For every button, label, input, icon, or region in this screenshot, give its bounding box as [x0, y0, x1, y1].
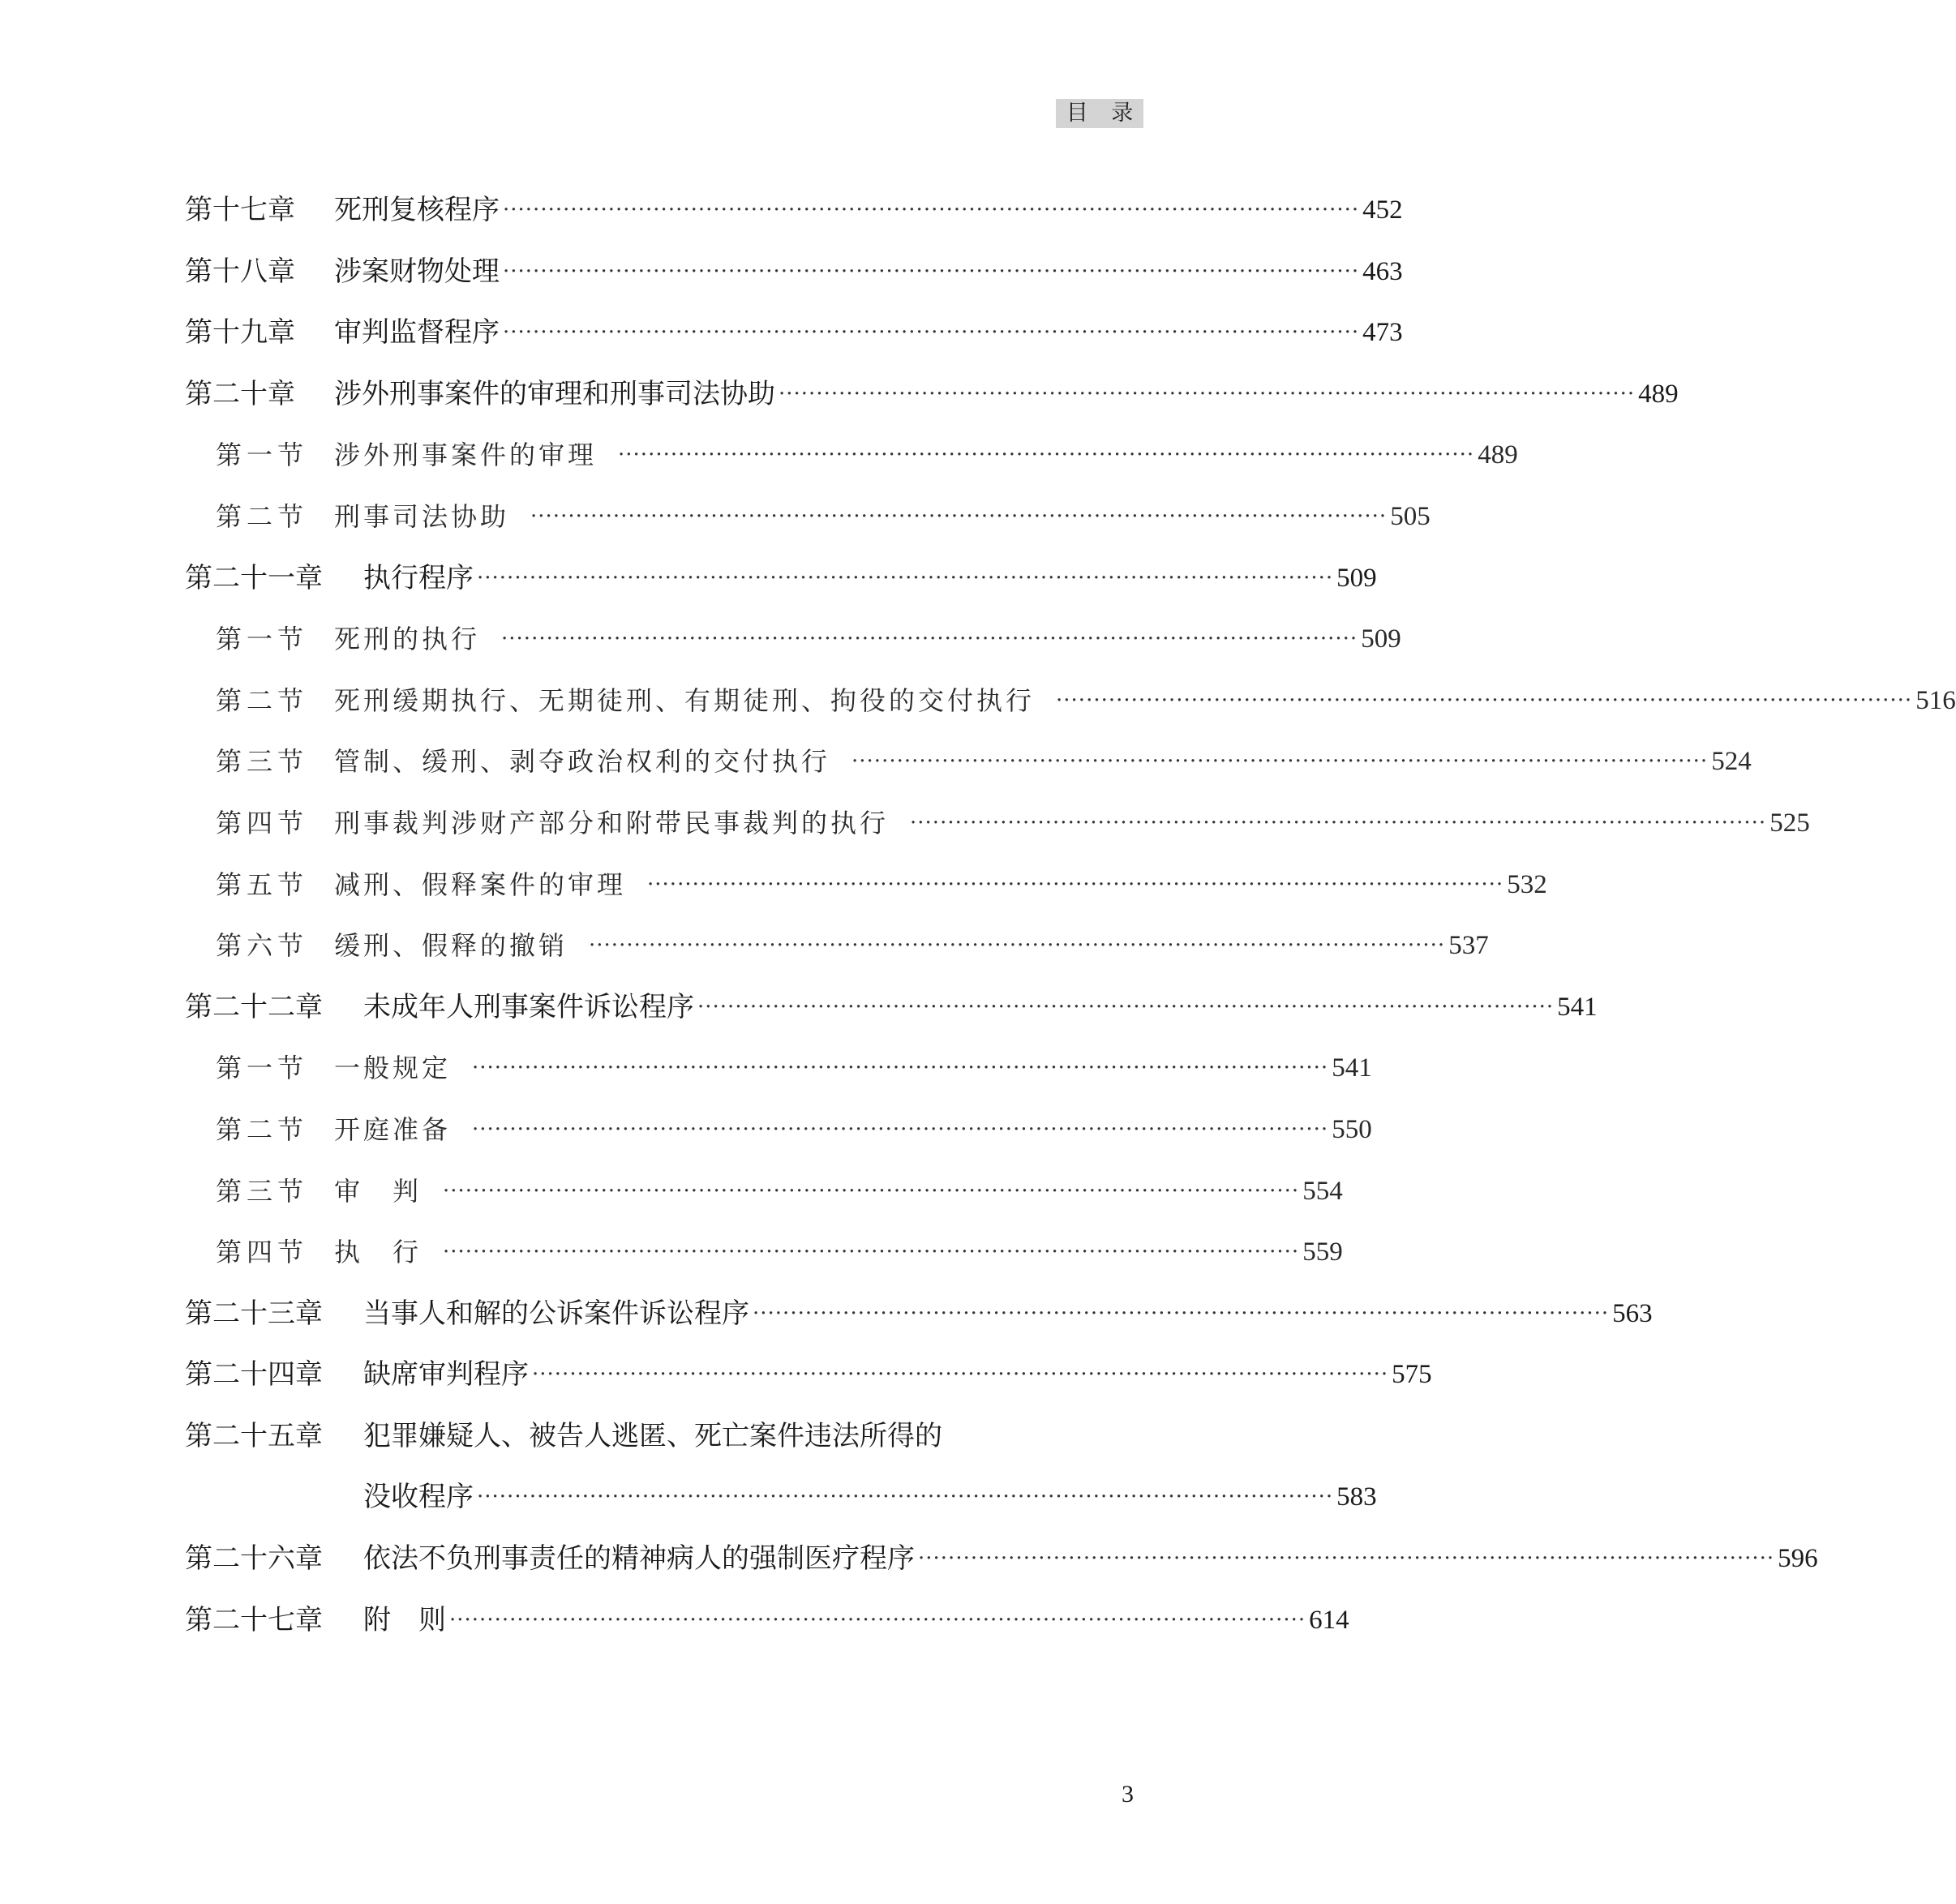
- toc-entry-chapter-19[interactable]: [185, 302, 1403, 364]
- page-ref: 505: [1390, 501, 1431, 531]
- section-number: 第二节: [216, 1113, 309, 1145]
- chapter-title: 依法不负刑事责任的精神病人的强制医疗程序: [363, 1542, 915, 1576]
- toc-entry-section[interactable]: [185, 1222, 1343, 1284]
- section-title: 减刑、假释案件的审理: [334, 868, 627, 900]
- chapter-title: 死刑复核程序: [334, 194, 500, 226]
- dot-leader: ··················································································································: [647, 872, 1504, 897]
- toc-entry-section[interactable]: [185, 916, 1489, 977]
- dot-leader: ··················································································································: [443, 1240, 1300, 1265]
- toc-entry-section[interactable]: [185, 487, 1431, 548]
- section-title: 开庭准备: [334, 1113, 452, 1145]
- dot-leader: ··················································································································: [918, 1546, 1775, 1572]
- page-ref: 537: [1448, 931, 1489, 961]
- section-number: 第三节: [216, 1175, 309, 1207]
- toc-entry-chapter-25-continued[interactable]: [185, 1467, 1377, 1529]
- section-title: 审 判: [334, 1175, 423, 1207]
- dot-leader: ··················································································································: [503, 259, 1360, 284]
- toc-entry-chapter-17[interactable]: [185, 180, 1403, 242]
- toc-entry-chapter-27[interactable]: [185, 1590, 1349, 1652]
- toc-entry-chapter-23[interactable]: [185, 1284, 1653, 1345]
- page-ref: 541: [1332, 1053, 1372, 1083]
- table-of-contents: [185, 180, 1956, 1651]
- page-ref: 554: [1302, 1176, 1343, 1206]
- chapter-title: 执行程序: [363, 561, 474, 594]
- page-ref: 614: [1309, 1605, 1349, 1635]
- chapter-number: 第二十一章: [185, 561, 323, 594]
- dot-leader: ··················································································································: [501, 627, 1358, 652]
- page-ref: 532: [1507, 869, 1547, 899]
- page-ref: 524: [1711, 747, 1752, 777]
- page-ref: 463: [1362, 256, 1403, 286]
- page-ref: 559: [1302, 1237, 1343, 1267]
- chapter-title: 审判监督程序: [334, 316, 500, 349]
- toc-entry-section[interactable]: [185, 671, 1956, 732]
- dot-leader: ··················································································································: [618, 443, 1475, 468]
- page-ref: 596: [1778, 1544, 1818, 1574]
- dot-leader: ··················································································································: [910, 810, 1767, 835]
- dot-leader: ··················································································································: [1056, 688, 1913, 713]
- section-label-contents: 目 录: [1056, 99, 1143, 128]
- dot-leader: ··················································································································: [477, 565, 1334, 590]
- chapter-title-continued: 没收程序: [363, 1481, 474, 1514]
- page-ref: 452: [1362, 195, 1403, 225]
- chapter-number: 第二十六章: [185, 1542, 323, 1576]
- dot-leader: ··················································································································: [477, 1485, 1334, 1510]
- chapter-number: 第十七章: [185, 194, 295, 226]
- toc-entry-chapter-22[interactable]: [185, 977, 1598, 1039]
- toc-entry-section[interactable]: [185, 1100, 1372, 1161]
- chapter-title: 缺席审判程序: [363, 1358, 529, 1392]
- chapter-title: 当事人和解的公诉案件诉讼程序: [363, 1297, 749, 1330]
- dot-leader: ··················································································································: [530, 504, 1388, 529]
- chapter-number: 第二十七章: [185, 1603, 323, 1636]
- page-number: 3: [1122, 1781, 1134, 1808]
- toc-entry-section[interactable]: [185, 609, 1401, 671]
- section-title: 缓刑、假释的撤销: [334, 930, 568, 962]
- chapter-number: 第二十二章: [185, 990, 323, 1023]
- page-ref: 509: [1361, 624, 1401, 654]
- section-number: 第一节: [216, 440, 309, 471]
- toc-entry-chapter-24[interactable]: [185, 1344, 1432, 1406]
- chapter-number: 第十八章: [185, 255, 295, 288]
- section-title: 刑事裁判涉财产部分和附带民事裁判的执行: [334, 807, 890, 838]
- toc-entry-section[interactable]: [185, 731, 1752, 793]
- dot-leader: ··················································································································: [753, 1301, 1610, 1326]
- toc-entry-chapter-20[interactable]: [185, 364, 1679, 426]
- section-number: 第四节: [216, 1237, 309, 1268]
- toc-entry-section[interactable]: [185, 1161, 1343, 1223]
- chapter-number: 第二十四章: [185, 1358, 323, 1392]
- chapter-number: 第二十五章: [185, 1419, 323, 1452]
- section-number: 第二节: [216, 684, 309, 716]
- toc-entry-section[interactable]: [185, 1038, 1372, 1100]
- chapter-title: 涉案财物处理: [334, 255, 500, 288]
- dot-leader: ··················································································································: [443, 1178, 1300, 1203]
- toc-entry-chapter-25[interactable]: [185, 1406, 1140, 1468]
- section-number: 第六节: [216, 930, 309, 962]
- dot-leader: ··················································································································: [589, 933, 1446, 958]
- section-number: 第三节: [216, 746, 309, 778]
- toc-entry-chapter-26[interactable]: [185, 1529, 1818, 1590]
- page-ref: 516: [1915, 685, 1956, 715]
- chapter-title: 犯罪嫌疑人、被告人逃匿、死亡案件违法所得的: [363, 1419, 942, 1452]
- page-ref: 489: [1638, 379, 1679, 409]
- section-number: 第二节: [216, 500, 309, 532]
- dot-leader: ··················································································································: [472, 1117, 1329, 1142]
- dot-leader: ··················································································································: [503, 320, 1360, 345]
- section-title: 管制、缓刑、剥夺政治权利的交付执行: [334, 746, 831, 778]
- page-ref: 575: [1392, 1360, 1432, 1390]
- dot-leader: ··················································································································: [779, 381, 1636, 406]
- section-title: 一般规定: [334, 1053, 452, 1084]
- section-number: 第五节: [216, 868, 309, 900]
- chapter-title: 涉外刑事案件的审理和刑事司法协助: [334, 377, 775, 410]
- page-ref: 563: [1612, 1298, 1653, 1328]
- section-title: 死刑的执行: [334, 624, 481, 655]
- page-ref: 541: [1557, 992, 1598, 1022]
- chapter-title: 未成年人刑事案件诉讼程序: [363, 990, 694, 1023]
- dot-leader: ··················································································································: [697, 994, 1555, 1019]
- chapter-title: 附 则: [363, 1603, 446, 1636]
- page-ref: 525: [1769, 808, 1810, 838]
- toc-entry-chapter-21[interactable]: [185, 548, 1377, 610]
- dot-leader: ··················································································································: [532, 1362, 1389, 1387]
- section-number: 第四节: [216, 807, 309, 838]
- page-ref: 583: [1336, 1482, 1377, 1512]
- page-ref: 473: [1362, 318, 1403, 348]
- dot-leader: ··················································································································: [472, 1056, 1329, 1081]
- section-number: 第一节: [216, 624, 309, 655]
- dot-leader: ··················································································································: [449, 1607, 1306, 1632]
- chapter-number: 第十九章: [185, 316, 295, 349]
- section-title: 执 行: [334, 1237, 423, 1268]
- toc-entry-section[interactable]: [185, 855, 1547, 916]
- toc-entry-chapter-18[interactable]: [185, 242, 1403, 303]
- section-title: 死刑缓期执行、无期徒刑、有期徒刑、拘役的交付执行: [334, 684, 1036, 716]
- section-number: 第一节: [216, 1053, 309, 1084]
- section-title: 涉外刑事案件的审理: [334, 440, 598, 471]
- section-title: 刑事司法协助: [334, 500, 510, 532]
- dot-leader: ··················································································································: [851, 749, 1709, 774]
- chapter-number: 第二十章: [185, 377, 295, 410]
- page-ref: 550: [1332, 1114, 1372, 1144]
- page-ref: 509: [1336, 563, 1377, 593]
- chapter-number: 第二十三章: [185, 1297, 323, 1330]
- toc-entry-section[interactable]: [185, 425, 1518, 487]
- toc-entry-section[interactable]: [185, 793, 1810, 855]
- page-ref: 489: [1478, 440, 1518, 470]
- dot-leader: ··················································································································: [503, 198, 1360, 222]
